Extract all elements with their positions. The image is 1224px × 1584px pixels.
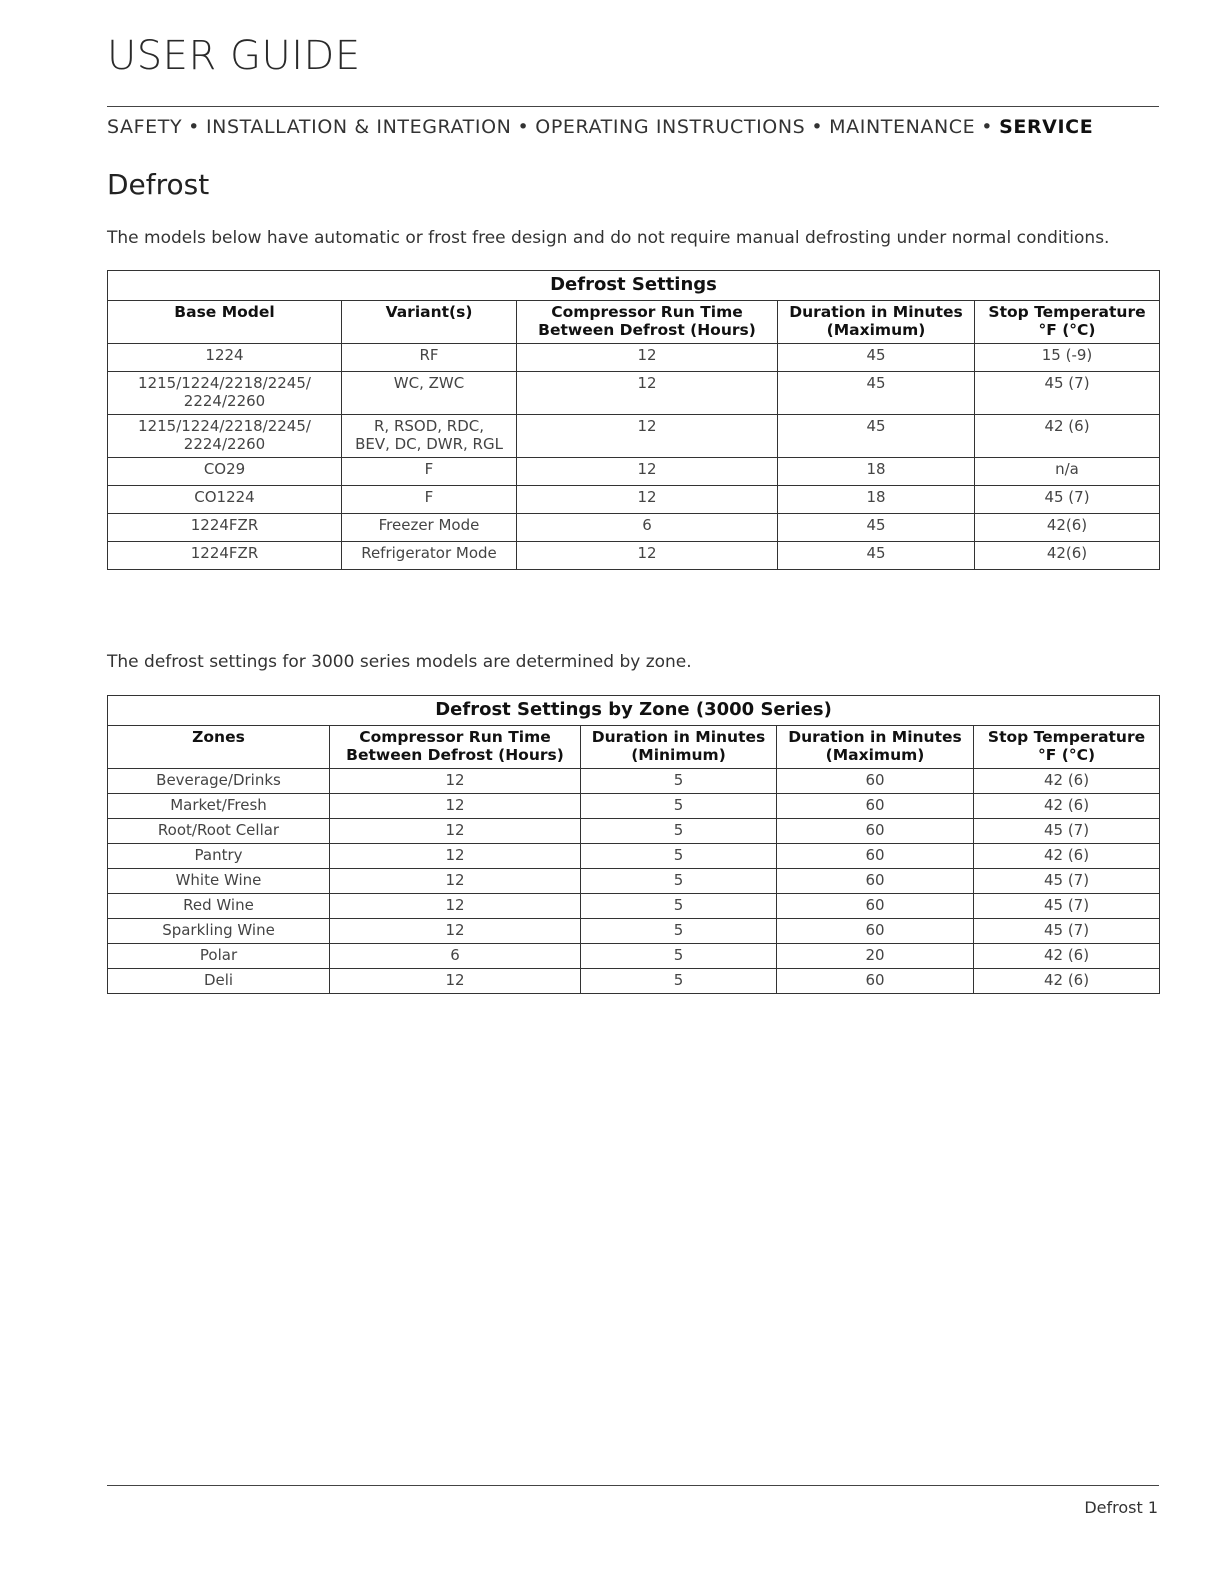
breadcrumb-separator: • [517,116,530,138]
table-cell: 6 [330,944,581,969]
table-cell [342,542,517,570]
table-row [108,514,1160,542]
column-header [342,301,517,344]
table-cell: Red Wine [108,894,330,919]
table-header-row [108,726,1160,769]
table-cell: 60 [777,869,974,894]
cell-text: 15 (-9) [1041,346,1093,364]
breadcrumb-item: MAINTENANCE [829,116,976,138]
table-cell [342,344,517,372]
cell-text: °F (°C) [1038,321,1096,339]
breadcrumb-item: SERVICE [999,116,1094,138]
table-cell [517,542,778,570]
cell-text: 12 [637,544,657,562]
table-cell: 60 [777,794,974,819]
cell-text: 12 [637,346,657,364]
table-cell [108,372,342,415]
table-row [108,794,1160,819]
cell-text: 18 [866,488,886,506]
zone-defrost-settings-table [107,695,1160,994]
header-divider [107,106,1159,107]
table-cell [108,486,342,514]
table-caption: Defrost Settings [108,271,1160,301]
cell-text: Between Defrost (Hours) [538,321,756,339]
table-cell: 60 [777,819,974,844]
breadcrumb-separator: • [811,116,824,138]
table-cell [778,372,975,415]
table-cell: 12 [330,894,581,919]
table-cell [108,514,342,542]
cell-text: Duration in Minutes [591,728,766,746]
table-cell [778,514,975,542]
table-cell: 42 (6) [974,769,1160,794]
breadcrumb-item: SAFETY [107,116,183,138]
cell-text: Zones [192,728,245,746]
table-row [108,415,1160,458]
column-header [778,301,975,344]
breadcrumb-separator: • [188,116,200,138]
table-cell: 60 [777,769,974,794]
table-cell [342,372,517,415]
table-cell: 42 (6) [974,944,1160,969]
table-cell: Deli [108,969,330,994]
cell-text: 1224FZR [190,544,259,562]
cell-text: WC, ZWC [393,374,465,392]
table-cell: 5 [581,844,777,869]
table-cell [342,458,517,486]
cell-text: 45 [866,417,886,435]
table-cell: 45 (7) [974,869,1160,894]
cell-text: 45 [866,516,886,534]
cell-text: Compressor Run Time [359,728,551,746]
table-cell: 5 [581,869,777,894]
cell-text: Refrigerator Mode [361,544,497,562]
table-row [108,542,1160,570]
table-cell [342,514,517,542]
defrost-settings-table [107,270,1160,570]
table-cell: 60 [777,894,974,919]
table-cell [108,542,342,570]
zone-intro: The defrost settings for 3000 series models are determined by zone. [107,652,692,672]
table-cell [778,458,975,486]
cell-text: R, RSOD, RDC, [373,417,484,435]
table-cell: 12 [330,969,581,994]
table-row [108,894,1160,919]
table-cell [517,486,778,514]
table-row [108,458,1160,486]
table-cell [517,514,778,542]
table-cell: 60 [777,969,974,994]
table-cell: 60 [777,919,974,944]
cell-text: Stop Temperature [987,728,1146,746]
cell-text: 1215/1224/2218/2245/ [138,374,311,392]
cell-text: F [424,488,434,506]
column-header [108,726,330,769]
table-cell [975,372,1160,415]
cell-text: °F (°C) [1038,746,1096,764]
table-cell: 12 [330,844,581,869]
table-row [108,869,1160,894]
table-cell [517,458,778,486]
cell-text: BEV, DC, DWR, RGL [355,435,503,453]
column-header [330,726,581,769]
cell-text: 12 [637,488,657,506]
table-cell: 12 [330,794,581,819]
cell-text: Stop Temperature [988,303,1146,321]
table-cell: 45 (7) [974,919,1160,944]
table-cell: Market/Fresh [108,794,330,819]
page-title: USER GUIDE [107,33,361,79]
table-cell: 5 [581,919,777,944]
table-cell [517,415,778,458]
table-row [108,969,1160,994]
table-cell: Pantry [108,844,330,869]
table-cell [975,514,1160,542]
breadcrumb [107,116,1159,138]
footer-divider [107,1485,1159,1486]
table-cell: 42 (6) [974,844,1160,869]
cell-text: 45 [866,544,886,562]
table-cell: 5 [581,769,777,794]
cell-text: n/a [1055,460,1079,478]
cell-text: (Maximum) [825,746,925,764]
cell-text: 12 [637,417,657,435]
table-cell: 12 [330,919,581,944]
column-header [777,726,974,769]
cell-text: Variant(s) [385,303,473,321]
cell-text: 1224 [205,346,244,364]
cell-text: 1215/1224/2218/2245/ [138,417,311,435]
cell-text: Compressor Run Time [551,303,743,321]
table-cell [778,542,975,570]
cell-text: 12 [637,460,657,478]
section-intro: The models below have automatic or frost free design and do not require manual defrosting under normal conditions. [107,228,1110,248]
cell-text: 45 [866,374,886,392]
table-cell [975,542,1160,570]
table-cell: 5 [581,819,777,844]
table-cell: 45 (7) [974,894,1160,919]
cell-text: 2224/2260 [183,435,266,453]
cell-text: (Maximum) [826,321,926,339]
column-header [975,301,1160,344]
cell-text: 42(6) [1046,544,1088,562]
cell-text: CO1224 [194,488,255,506]
table-header-row [108,301,1160,344]
table-cell: 20 [777,944,974,969]
cell-text: 45 (7) [1044,374,1090,392]
table-row [108,344,1160,372]
table-cell [975,458,1160,486]
table-cell [108,415,342,458]
cell-text: CO29 [203,460,246,478]
table-cell [778,344,975,372]
table-cell [975,415,1160,458]
table-cell: 5 [581,894,777,919]
table-cell: Polar [108,944,330,969]
table-cell: 45 (7) [974,819,1160,844]
table-cell [342,486,517,514]
cell-text: RF [419,346,439,364]
cell-text: Between Defrost (Hours) [346,746,564,764]
cell-text: 1224FZR [190,516,259,534]
cell-text: (Minimum) [631,746,726,764]
column-header [581,726,777,769]
table-cell: Sparkling Wine [108,919,330,944]
cell-text: 45 [866,346,886,364]
table-row [108,844,1160,869]
column-header [517,301,778,344]
table-row [108,919,1160,944]
cell-text: 12 [637,374,657,392]
table-cell: 12 [330,819,581,844]
table-cell [975,486,1160,514]
cell-text: 2224/2260 [183,392,266,410]
cell-text: Duration in Minutes [788,728,962,746]
table-row [108,486,1160,514]
table-cell: 42 (6) [974,969,1160,994]
cell-text: F [424,460,434,478]
table-cell: 5 [581,794,777,819]
table-row [108,944,1160,969]
table-cell [342,415,517,458]
table-row [108,372,1160,415]
cell-text: 45 (7) [1044,488,1090,506]
table-row [108,769,1160,794]
cell-text: 42 (6) [1044,417,1090,435]
table-cell: 60 [777,844,974,869]
page-number: Defrost 1 [1084,1498,1158,1517]
table-cell: Root/Root Cellar [108,819,330,844]
table-cell [778,486,975,514]
cell-text: Base Model [174,303,275,321]
table-cell: 5 [581,944,777,969]
table-cell: Beverage/Drinks [108,769,330,794]
table-cell [517,372,778,415]
table-cell: 42 (6) [974,794,1160,819]
table-cell: White Wine [108,869,330,894]
breadcrumb-item: INSTALLATION & INTEGRATION [205,116,512,138]
table-cell [778,415,975,458]
column-header [108,301,342,344]
table-caption: Defrost Settings by Zone (3000 Series) [108,696,1160,726]
breadcrumb-item: OPERATING INSTRUCTIONS [535,116,806,138]
table-cell [108,458,342,486]
column-header [974,726,1160,769]
table-cell: 12 [330,769,581,794]
table-cell: 12 [330,869,581,894]
cell-text: 42(6) [1046,516,1088,534]
cell-text: Freezer Mode [378,516,480,534]
table-cell [108,344,342,372]
table-cell: 5 [581,969,777,994]
cell-text: Duration in Minutes [789,303,963,321]
cell-text: 18 [866,460,886,478]
table-row [108,819,1160,844]
table-cell [517,344,778,372]
cell-text: 6 [642,516,652,534]
table-cell [975,344,1160,372]
section-title: Defrost [107,168,210,201]
breadcrumb-separator: • [981,116,994,138]
